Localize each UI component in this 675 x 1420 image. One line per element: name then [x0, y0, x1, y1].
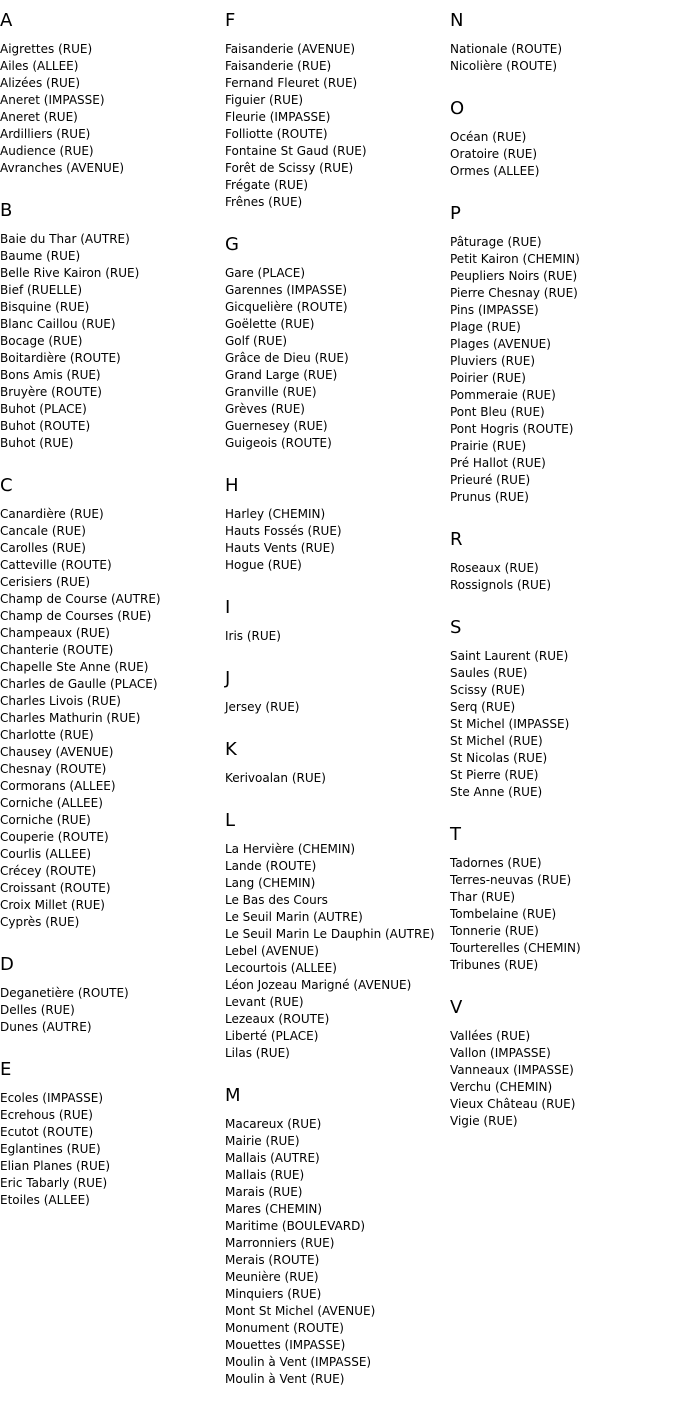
street-link[interactable]: Gare (PLACE): [225, 266, 306, 280]
street-link[interactable]: Saules (RUE): [450, 666, 528, 680]
street-link[interactable]: Jersey (RUE): [225, 700, 300, 714]
street-link[interactable]: Aneret (RUE): [0, 110, 78, 124]
letter-heading: O: [450, 98, 465, 119]
street-link[interactable]: Nicolière (ROUTE): [450, 59, 558, 73]
letter-heading: N: [450, 10, 464, 31]
street-link[interactable]: Mallais (AUTRE): [225, 1151, 320, 1165]
street-link[interactable]: Blanc Caillou (RUE): [0, 317, 116, 331]
street-link[interactable]: Lebel (AVENUE): [225, 944, 319, 958]
street-link[interactable]: Tribunes (RUE): [450, 958, 539, 972]
street-link[interactable]: Chanterie (ROUTE): [0, 643, 114, 657]
street-link[interactable]: Cormorans (ALLEE): [0, 779, 116, 793]
street-link[interactable]: Maritime (BOULEVARD): [225, 1219, 366, 1233]
street-link[interactable]: Mairie (RUE): [225, 1134, 300, 1148]
street-link[interactable]: Bief (RUELLE): [0, 283, 83, 297]
street-link[interactable]: Pont Hogris (ROUTE): [450, 422, 574, 436]
section-spacer: [450, 801, 675, 824]
letter-heading: B: [0, 200, 13, 221]
street-link[interactable]: Eglantines (RUE): [0, 1142, 101, 1156]
street-link[interactable]: Buhot (PLACE): [0, 402, 87, 416]
street-link[interactable]: Vieux Château (RUE): [450, 1097, 576, 1111]
street-link[interactable]: Buhot (ROUTE): [0, 419, 91, 433]
section-spacer: [450, 180, 675, 203]
letter-heading: P: [450, 203, 461, 224]
street-link[interactable]: Prunus (RUE): [450, 490, 529, 504]
street-link[interactable]: Prairie (RUE): [450, 439, 527, 453]
section-spacer: [450, 594, 675, 617]
street-link[interactable]: Pont Bleu (RUE): [450, 405, 545, 419]
street-link[interactable]: Bons Amis (RUE): [0, 368, 101, 382]
street-column-2: [225, 10, 450, 1388]
street-link[interactable]: Ormes (ALLEE): [450, 164, 540, 178]
street-link[interactable]: Charles Mathurin (RUE): [0, 711, 141, 725]
street-link[interactable]: Couperie (ROUTE): [0, 830, 109, 844]
street-link[interactable]: Elian Planes (RUE): [0, 1159, 111, 1173]
street-link[interactable]: Eric Tabarly (RUE): [0, 1176, 108, 1190]
section-spacer: [225, 574, 450, 597]
street-link[interactable]: Iris (RUE): [225, 629, 281, 643]
street-link[interactable]: Moulin à Vent (RUE): [225, 1372, 345, 1386]
street-link[interactable]: Marronniers (RUE): [225, 1236, 335, 1250]
street-link[interactable]: Océan (RUE): [450, 130, 527, 144]
street-link[interactable]: St Michel (RUE): [450, 734, 543, 748]
street-link[interactable]: Moulin à Vent (IMPASSE): [225, 1355, 372, 1369]
letter-section-c: [0, 475, 225, 954]
street-link[interactable]: Ecoles (IMPASSE): [0, 1091, 104, 1105]
street-link[interactable]: Tourterelles (CHEMIN): [450, 941, 581, 955]
street-link[interactable]: Avranches (AVENUE): [0, 161, 125, 175]
street-link[interactable]: Baume (RUE): [0, 249, 81, 263]
street-link[interactable]: Champ de Courses (RUE): [0, 609, 152, 623]
street-link[interactable]: Lang (CHEMIN): [225, 876, 316, 890]
street-link[interactable]: Ste Anne (RUE): [450, 785, 543, 799]
street-link[interactable]: Aneret (IMPASSE): [0, 93, 105, 107]
street-link[interactable]: Grand Large (RUE): [225, 368, 338, 382]
letter-section-k: [225, 739, 450, 810]
street-link[interactable]: Petit Kairon (CHEMIN): [450, 252, 580, 266]
street-column-1: [0, 10, 225, 1209]
street-link[interactable]: Alizées (RUE): [0, 76, 81, 90]
street-link[interactable]: Hauts Vents (RUE): [225, 541, 335, 555]
street-link[interactable]: Belle Rive Kairon (RUE): [0, 266, 140, 280]
street-link[interactable]: Charles Livois (RUE): [0, 694, 121, 708]
letter-section-o: [450, 98, 675, 203]
street-link[interactable]: Mares (CHEMIN): [225, 1202, 323, 1216]
street-link[interactable]: Le Bas des Cours: [225, 893, 328, 907]
letter-section-e: [0, 1059, 225, 1209]
street-link[interactable]: Cyprès (RUE): [0, 915, 80, 929]
letter-section-d: [0, 954, 225, 1059]
letter-heading: H: [225, 475, 239, 496]
street-link[interactable]: Hauts Fossés (RUE): [225, 524, 342, 538]
letter-section-j: [225, 668, 450, 739]
street-link[interactable]: Charlotte (RUE): [0, 728, 94, 742]
letter-heading: S: [450, 617, 462, 638]
street-link[interactable]: Macareux (RUE): [225, 1117, 322, 1131]
letter-section-s: [450, 617, 675, 824]
street-link[interactable]: Oratoire (RUE): [450, 147, 538, 161]
street-link[interactable]: Goëlette (RUE): [225, 317, 315, 331]
section-spacer: [0, 931, 225, 954]
street-link[interactable]: Charles de Gaulle (PLACE): [0, 677, 158, 691]
street-link[interactable]: Gicquelière (ROUTE): [225, 300, 348, 314]
street-link[interactable]: Dunes (AUTRE): [0, 1020, 92, 1034]
street-link[interactable]: Figuier (RUE): [225, 93, 304, 107]
street-link[interactable]: Pâturage (RUE): [450, 235, 542, 249]
street-link[interactable]: Boitardière (ROUTE): [0, 351, 121, 365]
street-link[interactable]: Vigie (RUE): [450, 1114, 518, 1128]
street-link[interactable]: St Michel (IMPASSE): [450, 717, 570, 731]
street-link[interactable]: Tombelaine (RUE): [450, 907, 557, 921]
street-link[interactable]: Folliotte (ROUTE): [225, 127, 328, 141]
street-link[interactable]: Bisquine (RUE): [0, 300, 90, 314]
street-link[interactable]: Fleurie (IMPASSE): [225, 110, 331, 124]
street-link[interactable]: Chausey (AVENUE): [0, 745, 114, 759]
section-spacer: [0, 177, 225, 200]
street-link[interactable]: Mallais (RUE): [225, 1168, 305, 1182]
street-link[interactable]: Pins (IMPASSE): [450, 303, 539, 317]
street-link[interactable]: Cancale (RUE): [0, 524, 86, 538]
letter-heading: A: [0, 10, 13, 31]
street-link[interactable]: Vallées (RUE): [450, 1029, 531, 1043]
street-link[interactable]: Mouettes (IMPASSE): [225, 1338, 346, 1352]
street-link[interactable]: Merais (ROUTE): [225, 1253, 320, 1267]
street-link[interactable]: Golf (RUE): [225, 334, 288, 348]
street-link[interactable]: Ardilliers (RUE): [0, 127, 91, 141]
street-link[interactable]: Terres-neuvas (RUE): [450, 873, 572, 887]
street-link[interactable]: Guernesey (RUE): [225, 419, 328, 433]
street-link[interactable]: Audience (RUE): [0, 144, 94, 158]
letter-heading: E: [0, 1059, 12, 1080]
street-link[interactable]: Grèves (RUE): [225, 402, 305, 416]
street-link[interactable]: Vallon (IMPASSE): [450, 1046, 551, 1060]
street-link[interactable]: Ecutot (ROUTE): [0, 1125, 94, 1139]
section-spacer: [225, 452, 450, 475]
section-spacer: [225, 645, 450, 668]
street-link[interactable]: Granville (RUE): [225, 385, 317, 399]
street-link[interactable]: Bocage (RUE): [0, 334, 83, 348]
letter-section-p: [450, 203, 675, 529]
letter-heading: V: [450, 997, 463, 1018]
section-spacer: [0, 452, 225, 475]
street-link[interactable]: Lilas (RUE): [225, 1046, 290, 1060]
letter-section-v: [450, 997, 675, 1130]
street-link[interactable]: Pierre Chesnay (RUE): [450, 286, 578, 300]
letter-section-h: [225, 475, 450, 597]
street-column-3: [450, 10, 675, 1130]
street-link[interactable]: Plages (AVENUE): [450, 337, 551, 351]
street-link[interactable]: Chesnay (ROUTE): [0, 762, 107, 776]
street-link[interactable]: Pommeraie (RUE): [450, 388, 556, 402]
letter-heading: D: [0, 954, 14, 975]
street-link[interactable]: Rossignols (RUE): [450, 578, 552, 592]
letter-section-g: [225, 234, 450, 475]
street-link[interactable]: Scissy (RUE): [450, 683, 526, 697]
street-link[interactable]: Harley (CHEMIN): [225, 507, 326, 521]
letter-section-l: [225, 810, 450, 1085]
section-spacer: [450, 75, 675, 98]
street-link[interactable]: Etoiles (ALLEE): [0, 1193, 90, 1207]
street-link[interactable]: Peupliers Noirs (RUE): [450, 269, 578, 283]
street-link[interactable]: Roseaux (RUE): [450, 561, 539, 575]
street-link[interactable]: Canardière (RUE): [0, 507, 104, 521]
street-link[interactable]: Cerisiers (RUE): [0, 575, 91, 589]
letter-heading: L: [225, 810, 236, 831]
street-link[interactable]: Baie du Thar (AUTRE): [0, 232, 130, 246]
letter-heading: C: [0, 475, 13, 496]
street-link[interactable]: Liberté (PLACE): [225, 1029, 319, 1043]
street-link[interactable]: Grâce de Dieu (RUE): [225, 351, 349, 365]
letter-section-r: [450, 529, 675, 617]
street-link[interactable]: Thar (RUE): [450, 890, 516, 904]
street-link[interactable]: Chapelle Ste Anne (RUE): [0, 660, 149, 674]
letter-heading: J: [225, 668, 231, 689]
street-link[interactable]: St Nicolas (RUE): [450, 751, 548, 765]
street-link[interactable]: Le Seuil Marin Le Dauphin (AUTRE): [225, 927, 435, 941]
letter-heading: R: [450, 529, 463, 550]
street-link[interactable]: Ailes (ALLEE): [0, 59, 79, 73]
letter-heading: I: [225, 597, 231, 618]
street-link[interactable]: Tonnerie (RUE): [450, 924, 539, 938]
street-link[interactable]: Léon Jozeau Marigné (AVENUE): [225, 978, 412, 992]
street-link[interactable]: Garennes (IMPASSE): [225, 283, 348, 297]
street-link[interactable]: Serq (RUE): [450, 700, 516, 714]
section-spacer: [0, 1036, 225, 1059]
street-link[interactable]: Champeaux (RUE): [0, 626, 110, 640]
letter-section-n: [450, 10, 675, 98]
section-spacer: [225, 787, 450, 810]
letter-section-t: [450, 824, 675, 997]
street-link[interactable]: Frégate (RUE): [225, 178, 309, 192]
letter-heading: M: [225, 1085, 241, 1106]
street-link[interactable]: Lecourtois (ALLEE): [225, 961, 337, 975]
street-link[interactable]: Saint Laurent (RUE): [450, 649, 569, 663]
section-spacer: [225, 716, 450, 739]
letter-section-i: [225, 597, 450, 668]
street-link[interactable]: Croissant (ROUTE): [0, 881, 111, 895]
section-spacer: [225, 1062, 450, 1085]
street-link[interactable]: Buhot (RUE): [0, 436, 74, 450]
letter-heading: T: [450, 824, 461, 845]
letter-section-b: [0, 200, 225, 475]
street-link[interactable]: Fernand Fleuret (RUE): [225, 76, 358, 90]
street-link[interactable]: Aigrettes (RUE): [0, 42, 93, 56]
street-link[interactable]: Lezeaux (ROUTE): [225, 1012, 330, 1026]
street-link[interactable]: Lande (ROUTE): [225, 859, 317, 873]
street-link[interactable]: Faisanderie (RUE): [225, 59, 332, 73]
street-link[interactable]: Fontaine St Gaud (RUE): [225, 144, 367, 158]
street-link[interactable]: Carolles (RUE): [0, 541, 86, 555]
street-link[interactable]: Forêt de Scissy (RUE): [225, 161, 354, 175]
street-link[interactable]: Ecrehous (RUE): [0, 1108, 93, 1122]
letter-section-m: [225, 1085, 450, 1388]
street-link[interactable]: Mont St Michel (AVENUE): [225, 1304, 376, 1318]
street-link[interactable]: Minquiers (RUE): [225, 1287, 322, 1301]
street-link[interactable]: Croix Millet (RUE): [0, 898, 105, 912]
street-link[interactable]: Guigeois (ROUTE): [225, 436, 332, 450]
street-link[interactable]: Nationale (ROUTE): [450, 42, 563, 56]
street-link[interactable]: St Pierre (RUE): [450, 768, 539, 782]
street-link[interactable]: Levant (RUE): [225, 995, 304, 1009]
street-link[interactable]: Pluviers (RUE): [450, 354, 536, 368]
street-link[interactable]: Marais (RUE): [225, 1185, 303, 1199]
letter-section-f: [225, 10, 450, 234]
street-link[interactable]: Delles (RUE): [0, 1003, 75, 1017]
street-link[interactable]: Verchu (CHEMIN): [450, 1080, 553, 1094]
street-link[interactable]: Meunière (RUE): [225, 1270, 319, 1284]
letter-section-a: [0, 10, 225, 200]
street-link[interactable]: Poirier (RUE): [450, 371, 526, 385]
street-link[interactable]: Deganetière (ROUTE): [0, 986, 129, 1000]
letter-heading: F: [225, 10, 236, 31]
street-link[interactable]: Catteville (ROUTE): [0, 558, 112, 572]
letter-heading: G: [225, 234, 239, 255]
street-link[interactable]: Frênes (RUE): [225, 195, 303, 209]
street-link[interactable]: Le Seuil Marin (AUTRE): [225, 910, 363, 924]
street-link[interactable]: Champ de Course (AUTRE): [0, 592, 161, 606]
street-link[interactable]: Kerivoalan (RUE): [225, 771, 326, 785]
street-link[interactable]: Monument (ROUTE): [225, 1321, 344, 1335]
street-link[interactable]: La Hervière (CHEMIN): [225, 842, 356, 856]
street-link[interactable]: Vanneaux (IMPASSE): [450, 1063, 574, 1077]
section-spacer: [450, 506, 675, 529]
street-link[interactable]: Prieuré (RUE): [450, 473, 531, 487]
street-link[interactable]: Pré Hallot (RUE): [450, 456, 546, 470]
street-link[interactable]: Corniche (ALLEE): [0, 796, 103, 810]
section-spacer: [225, 211, 450, 234]
street-link[interactable]: Plage (RUE): [450, 320, 521, 334]
street-link[interactable]: Faisanderie (AVENUE): [225, 42, 356, 56]
street-link[interactable]: Bruyère (ROUTE): [0, 385, 102, 399]
letter-heading: K: [225, 739, 237, 760]
street-link[interactable]: Tadornes (RUE): [450, 856, 542, 870]
street-link[interactable]: Courlis (ALLEE): [0, 847, 92, 861]
street-link[interactable]: Corniche (RUE): [0, 813, 91, 827]
street-link[interactable]: Hogue (RUE): [225, 558, 302, 572]
section-spacer: [450, 974, 675, 997]
street-link[interactable]: Crécey (ROUTE): [0, 864, 97, 878]
